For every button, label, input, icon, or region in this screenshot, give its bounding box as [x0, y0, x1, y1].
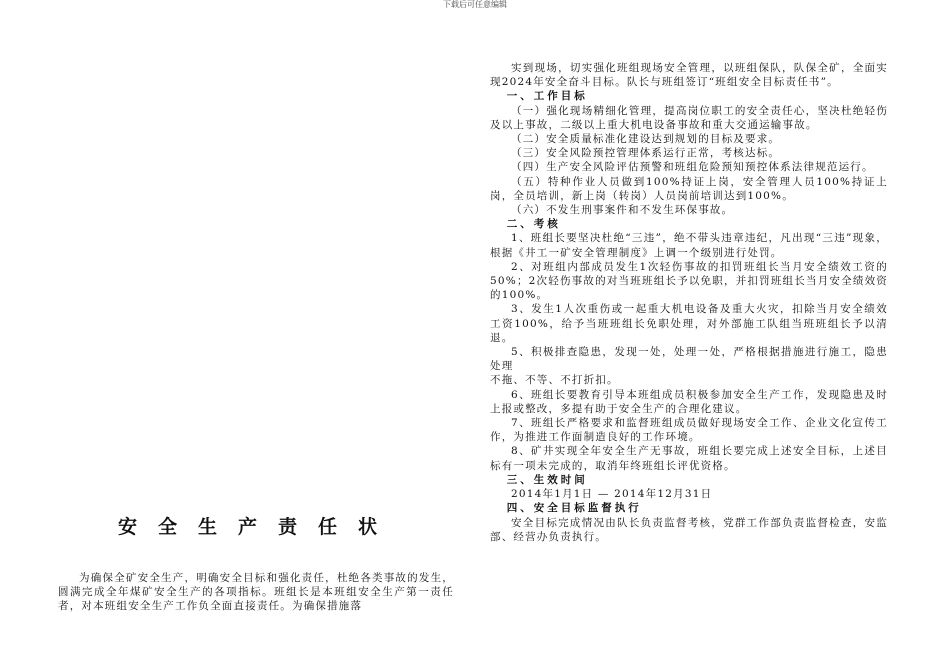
assessment-item: 不拖、不等、不打折扣。	[490, 374, 619, 387]
assessment-item: 7、班组长严格要求和监督班组成员做好现场安全工作、企业文化宣传工作，为推进工作面制造良好的工作环境。	[490, 417, 888, 444]
header-note: 下载后可任意编辑	[443, 0, 507, 9]
supervision-text: 安全目标完成情况由队长负责监督考核，党群工作部负责监督检查，安监部、经营办负责执行。	[490, 516, 888, 543]
assessment-item: 2、对班组内部成员发生1次轻伤事故的扣罚班组长当月安全绩效工资的50%；2次轻伤事故的对当班班组长予以免职，并扣罚班组长当月安全绩效资的100%。	[490, 260, 888, 302]
goal-item: （五）特种作业人员做到100%持证上岗，安全管理人员100%持证上岗，全员培训，新上岗（转岗）人员岗前培训达到100%。	[490, 175, 888, 202]
section-heading-assessment: 二、考核	[506, 218, 561, 231]
effective-date-text: 2014年1月1日 — 2014年12月31日	[511, 488, 713, 501]
goal-item: （一）强化现场精细化管理，提高岗位职工的安全责任心，坚决杜绝轻伤及以上事故，二级以上重大机电设备事故和重大交通运输事故。	[490, 104, 888, 131]
assessment-item: 1、班组长要坚决杜绝“三违”，绝不带头违章违纪，凡出现“三违”现象，根据《井工一矿安全管理制度》上调一个级别进行处罚。	[490, 232, 888, 259]
left-column	[58, 0, 458, 672]
goal-item: （六）不发生刑事案件和不发生环保事故。	[511, 204, 734, 217]
goal-item: （二）安全质量标准化建设达到规划的目标及要求。	[511, 133, 781, 146]
assessment-item: 8、矿井实现全年安全生产无事故，班组长要完成上述安全目标，上述目标有一项未完成的，取消年终班组长评优资格。	[490, 445, 888, 472]
goal-item: （四）生产安全风险评估预警和班组危险预知预控体系法律规范运行。	[511, 161, 874, 174]
continuation-paragraph: 实到现场，切实强化班组现场安全管理，以班组保队，队保全矿，全面实现2024年安全奋斗目标。队长与班组签订“班组安全目标责任书”。	[490, 62, 888, 89]
goal-item: （三）安全风险预控管理体系运行正常，考核达标。	[511, 147, 781, 160]
assessment-item: 3、发生1人次重伤或一起重大机电设备及重大火灾，扣除当月安全绩效工资100%，给予当班班组长免职处理，对外部施工队组当班班组长予以清退。	[490, 303, 888, 344]
document-title: 安全生产责任状	[117, 516, 398, 538]
section-heading-supervision: 四、安全目标监督执行	[506, 502, 642, 515]
right-column	[490, 61, 888, 544]
section-heading-goals: 一、工作目标	[506, 90, 588, 103]
section-heading-effective-date: 三、生效时间	[506, 473, 588, 486]
intro-paragraph: 为确保全矿安全生产，明确安全目标和强化责任，杜绝各类事故的发生，圆满完成全年煤矿安全生产的各项指标。班组长是本班组安全生产第一责任者，对本班组安全生产工作负全面直接责任。为确保措施落	[58, 571, 454, 612]
assessment-item: 6、班组长要教育引导本班组成员积极参加安全生产工作，发现隐患及时上报或整改，多提有助于安全生产的合理化建议。	[490, 388, 888, 415]
assessment-item: 5、积极排查隐患，发现一处，处理一处，严格根据措施进行施工，隐患处理	[490, 346, 888, 373]
